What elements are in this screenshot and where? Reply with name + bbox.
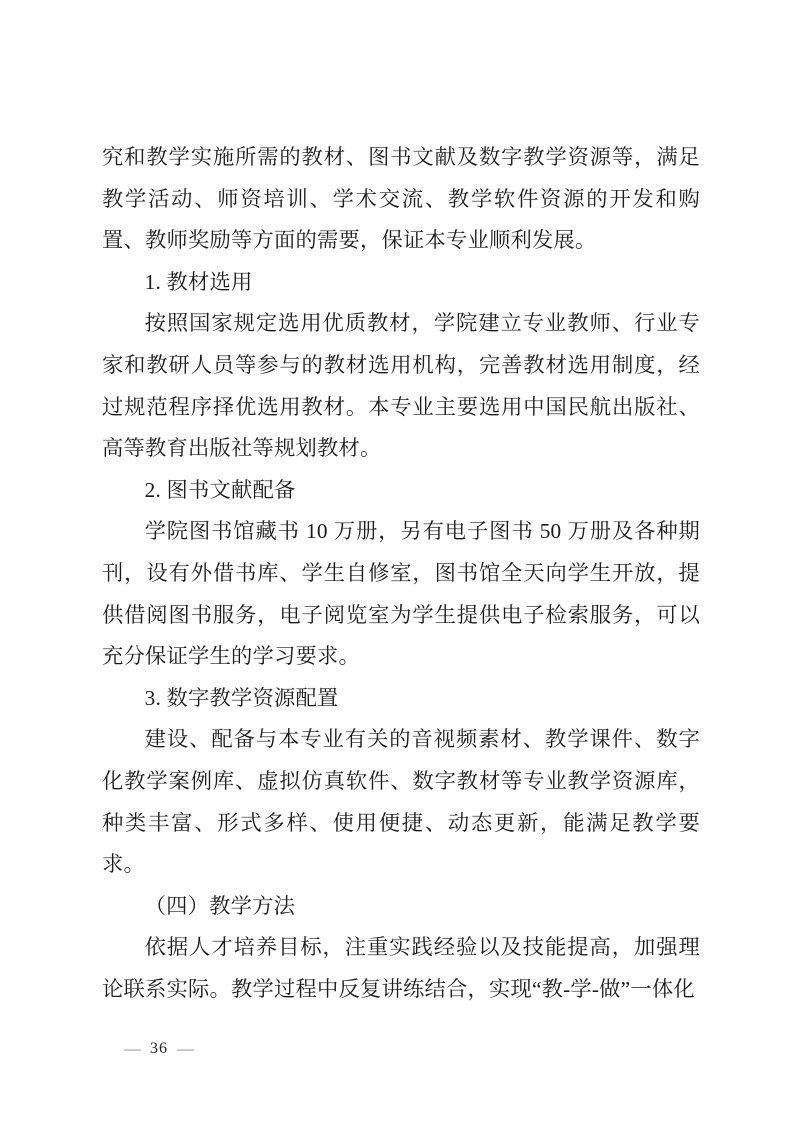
footer-right-dash: — [177,1039,194,1058]
document-body [102,137,700,1010]
body-paragraph-library-literature: 学院图书馆藏书 10 万册，另有电子图书 50 万册及各种期刊，设有外借书库、学生自修室，图书馆全天向学生开放，提供借阅图书服务，电子阅览室为学生提供电子检索服务，可以充分保证学生的学习要求。 [102,519,700,669]
body-paragraph-textbook-selection: 按照国家规定选用优质教材，学院建立专业教师、行业专家和教研人员等参与的教材选用机构，完善教材选用制度，经过规范程序择优选用教材。本专业主要选用中国民航出版社、高等教育出版社等规划教材。 [102,311,700,461]
numbered-heading-digital-resources: 3. 数字教学资源配置 [144,685,339,710]
body-paragraph-continued: 究和教学实施所需的教材、图书文献及数字教学资源等，满足教学活动、师资培训、学术交流、教学软件资源的开发和购置、教师奖励等方面的需要，保证本专业顺利发展。 [102,145,700,253]
numbered-heading-textbook-selection: 1. 教材选用 [144,269,253,294]
page-number: 36 [150,1040,168,1057]
body-paragraph-teaching-methods: 依据人才培养目标，注重实践经验以及技能提高，加强理论联系实际。教学过程中反复讲练结合，实现“教-学-做”一体化 [102,935,700,1001]
footer-left-dash: — [124,1039,141,1058]
body-paragraph-digital-resources: 建设、配备与本专业有关的音视频素材、教学课件、数字化教学案例库、虚拟仿真软件、数字教材等专业教学资源库，种类丰富、形式多样、使用便捷、动态更新，能满足教学要求。 [102,727,700,877]
page-footer [124,1038,194,1060]
numbered-heading-library-literature: 2. 图书文献配备 [144,477,296,502]
section-heading-teaching-methods: （四）教学方法 [144,893,296,918]
